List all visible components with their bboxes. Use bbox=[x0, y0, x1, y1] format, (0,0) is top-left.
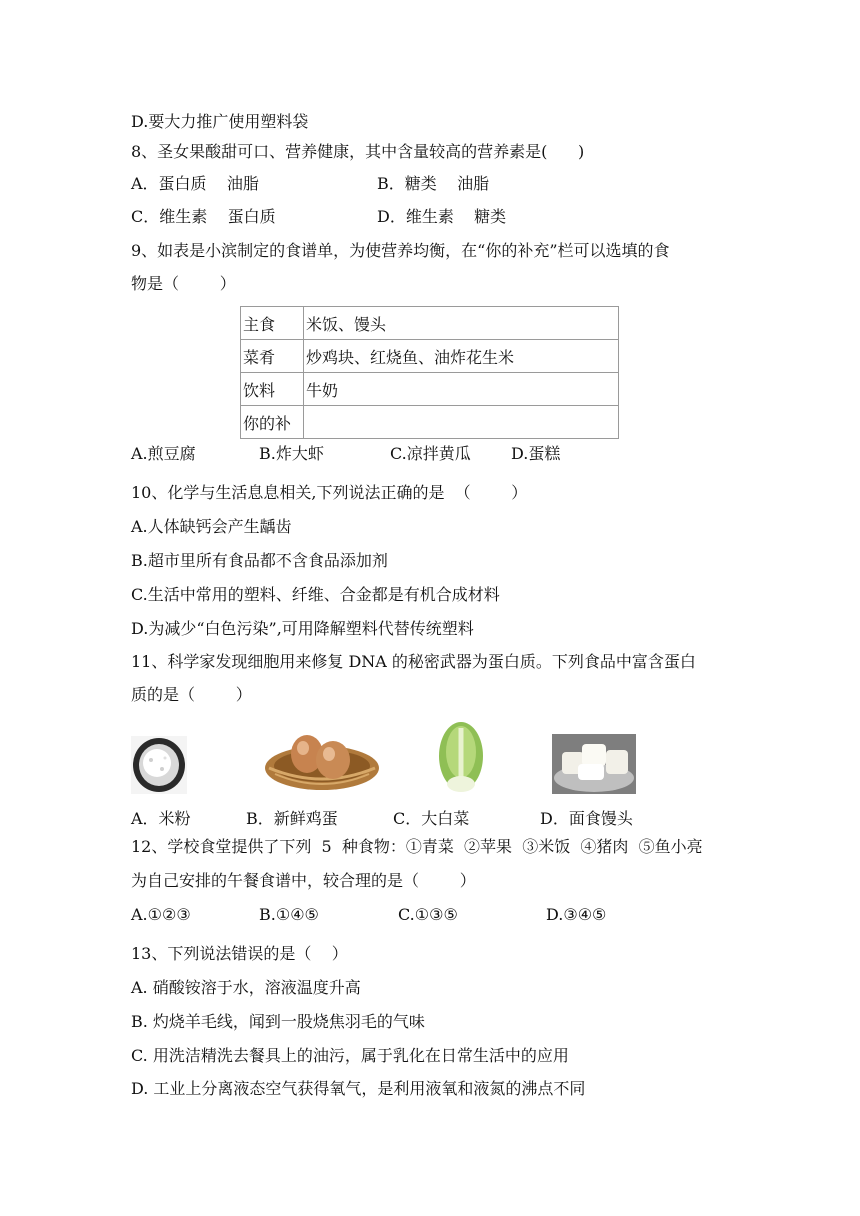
q12-stem-line1: 12、学校食堂提供了下列 5 种食物：①青菜 ②苹果 ③米饭 ④猪肉 ⑤鱼小亮 bbox=[131, 837, 703, 856]
cabbage-image bbox=[436, 722, 486, 794]
q11-option-c: C．大白菜 bbox=[393, 809, 470, 828]
q11-option-d: D．面食馒头 bbox=[540, 809, 633, 828]
q9-option-c: C.凉拌黄瓜 bbox=[390, 444, 471, 463]
q12-stem-line2: 为自己安排的午餐食谱中，较合理的是（ ） bbox=[131, 871, 476, 890]
table-cell-value: 牛奶 bbox=[304, 373, 619, 406]
q13-option-a: A. 硝酸铵溶于水，溶液温度升高 bbox=[131, 978, 361, 997]
table-cell-key: 你的补 bbox=[241, 406, 304, 439]
q10-stem: 10、化学与生活息息相关,下列说法正确的是 （ ） bbox=[131, 483, 528, 502]
table-cell-value: 炒鸡块、红烧鱼、油炸花生米 bbox=[304, 340, 619, 373]
table-cell-key: 饮料 bbox=[241, 373, 304, 406]
q10-option-a: A.人体缺钙会产生龋齿 bbox=[131, 517, 292, 536]
q13-stem: 13、下列说法错误的是（ ） bbox=[131, 944, 348, 963]
table-row bbox=[241, 340, 619, 373]
q12-option-b: B.①④⑤ bbox=[259, 905, 319, 924]
q8-option-b: B．糖类 油脂 bbox=[377, 174, 490, 193]
table-cell-value bbox=[304, 406, 619, 439]
q13-option-d: D. 工业上分离液态空气获得氧气，是利用液氧和液氮的沸点不同 bbox=[131, 1079, 586, 1098]
q9-stem-line1: 9、如表是小滨制定的食谱单，为使营养均衡，在“你的补充”栏可以选填的食 bbox=[131, 241, 670, 260]
q8-option-d: D．维生素 糖类 bbox=[377, 207, 507, 226]
q7-option-d: D.要大力推广使用塑料袋 bbox=[131, 112, 309, 131]
q13-option-c: C. 用洗洁精洗去餐具上的油污，属于乳化在日常生活中的应用 bbox=[131, 1046, 569, 1065]
q9-stem-line2: 物是（ ） bbox=[131, 274, 236, 293]
table-row bbox=[241, 307, 619, 340]
rice-flour-image bbox=[131, 736, 187, 794]
q9-option-a: A.煎豆腐 bbox=[131, 444, 196, 463]
table-row bbox=[241, 406, 619, 439]
q10-option-d: D.为减少“白色污染”,可用降解塑料代替传统塑料 bbox=[131, 619, 474, 638]
table-cell-key: 主食 bbox=[241, 307, 304, 340]
table-cell-key: 菜肴 bbox=[241, 340, 304, 373]
q10-option-c: C.生活中常用的塑料、纤维、合金都是有机合成材料 bbox=[131, 585, 500, 604]
q13-option-b: B. 灼烧羊毛线，闻到一股烧焦羽毛的气味 bbox=[131, 1012, 425, 1031]
eggs-basket-image bbox=[263, 728, 381, 792]
q9-option-b: B.炸大虾 bbox=[259, 444, 324, 463]
q11-option-a: A．米粉 bbox=[131, 809, 191, 828]
q10-option-b: B.超市里所有食品都不含食品添加剂 bbox=[131, 551, 388, 570]
recipe-table bbox=[240, 306, 619, 439]
table-cell-value: 米饭、馒头 bbox=[304, 307, 619, 340]
q8-option-c: C．维生素 蛋白质 bbox=[131, 207, 276, 226]
q11-stem-line2: 质的是（ ） bbox=[131, 685, 252, 704]
q12-option-c: C.①③⑤ bbox=[398, 905, 458, 924]
steamed-buns-image bbox=[552, 734, 636, 794]
q11-option-b: B．新鲜鸡蛋 bbox=[246, 809, 338, 828]
q12-option-a: A.①②③ bbox=[131, 905, 191, 924]
q9-option-d: D.蛋糕 bbox=[511, 444, 561, 463]
q11-stem-line1: 11、科学家发现细胞用来修复 DNA 的秘密武器为蛋白质。下列食品中富含蛋白 bbox=[131, 652, 696, 671]
q8-stem: 8、圣女果酸甜可口、营养健康，其中含量较高的营养素是( ) bbox=[131, 142, 585, 161]
q12-option-d: D.③④⑤ bbox=[546, 905, 607, 924]
q8-option-a: A．蛋白质 油脂 bbox=[131, 174, 259, 193]
table-row bbox=[241, 373, 619, 406]
